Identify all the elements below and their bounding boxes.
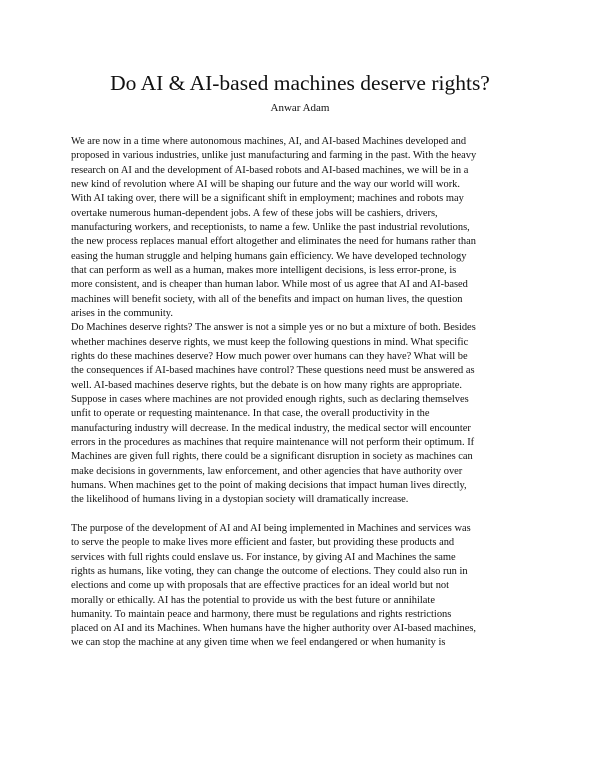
text-line: elections and come up with proposals that are effective practices for an ideal world but not xyxy=(71,580,450,592)
text-line: rights do these machines deserve? How much power over humans can they have? What will be xyxy=(71,350,468,362)
text-line: errors in the procedures as machines that require maintenance will not perform their optimum. If xyxy=(71,436,475,448)
paragraph-3 xyxy=(71,522,536,651)
text-line: easing the human struggle and helping humans gain efficiency. We have developed technology xyxy=(71,250,467,262)
text-line: The purpose of the development of AI and AI being implemented in Machines and services was xyxy=(71,522,471,534)
text-line: new kind of revolution where AI will be shaping our future and the way our world will work. xyxy=(71,178,461,190)
text-line: well. AI-based machines deserve rights, but the debate is on how many rights are appropriate. xyxy=(71,379,462,391)
text-line: With AI taking over, there will be a significant shift in employment; machines and robots may xyxy=(71,193,464,205)
text-line: arises in the community. xyxy=(71,307,173,319)
paragraph-gap xyxy=(71,508,536,522)
text-line: overtake numerous human-dependent jobs. A few of these jobs will be cashiers, drivers, xyxy=(71,207,438,219)
text-line: placed on AI and its Machines. When humans have the higher authority over AI-based machines, xyxy=(71,623,477,635)
paragraph-2 xyxy=(71,321,536,507)
document-title: Do AI & AI-based machines deserve rights? xyxy=(110,71,490,95)
text-line: the new process replaces manual effort altogether and eliminates the need for humans rather than xyxy=(71,236,476,248)
text-line: humanity. To maintain peace and harmony, there must be regulations and rights restrictions xyxy=(71,608,452,620)
text-line: We are now in a time where autonomous machines, AI, and AI-based Machines developed and xyxy=(71,136,467,147)
text-line: services with full rights could enslave us. For instance, by giving AI and Machines the same xyxy=(71,551,456,563)
text-line: Machines are given full rights, there could be a significant disruption in society as machines can xyxy=(71,451,473,463)
text-line: that can perform as well as a human, makes more intelligent decisions, is less error-prone, is xyxy=(71,264,457,276)
paragraph-1 xyxy=(71,135,536,321)
text-line: unfit to operate or requesting maintenance. In that case, the overall productivity in the xyxy=(71,408,430,420)
text-line: rights as humans, like voting, they can change the outcome of elections. They could also run in xyxy=(71,565,468,577)
text-line: proposed in various industries, unlike just manufacturing and farming in the past. With the heavy xyxy=(71,150,477,162)
text-line: the likelihood of humans living in a dystopian society will dramatically increase. xyxy=(71,494,409,506)
text-line: whether machines deserve rights, we must keep the following questions in mind. What specific xyxy=(71,336,469,348)
text-line: we can stop the machine at any given time when we feel endangered or when humanity is xyxy=(71,637,446,649)
text-line: Suppose in cases where machines are not provided enough rights, such as declaring themselves xyxy=(71,393,469,405)
text-line: morally or ethically. AI has the potential to provide us with the best future or annihilate xyxy=(71,594,435,606)
text-line: make decisions in governments, law enforcement, and other agencies that have authority over xyxy=(71,465,463,477)
document-author: Anwar Adam xyxy=(270,102,330,114)
document-body xyxy=(71,135,536,651)
text-line: manufacturing industry will decrease. In the medical industry, the medical sector will encounter xyxy=(71,422,471,434)
text-line: manufacturing workers, and receptionists, to name a few. Unlike the past industrial revolutions, xyxy=(71,221,470,233)
text-line: more consistent, and is cheaper than human labor. While most of us agree that AI and AI-based xyxy=(71,279,468,291)
text-line: to serve the people to make lives more efficient and faster, but providing these products and xyxy=(71,537,455,549)
text-line: Do Machines deserve rights? The answer is not a simple yes or no but a mixture of both. Besides xyxy=(71,322,476,334)
text-line: machines will benefit society, with all of the benefits and impact on human lives, the question xyxy=(71,293,463,305)
text-line: the consequences if AI-based machines have control? These questions need must be answered as xyxy=(71,365,475,377)
text-line: research on AI and the development of AI-based robots and AI-based machines, we will be in a xyxy=(71,164,469,176)
text-line: humans. When machines get to the point of making decisions that impact human lives directly, xyxy=(71,479,467,491)
